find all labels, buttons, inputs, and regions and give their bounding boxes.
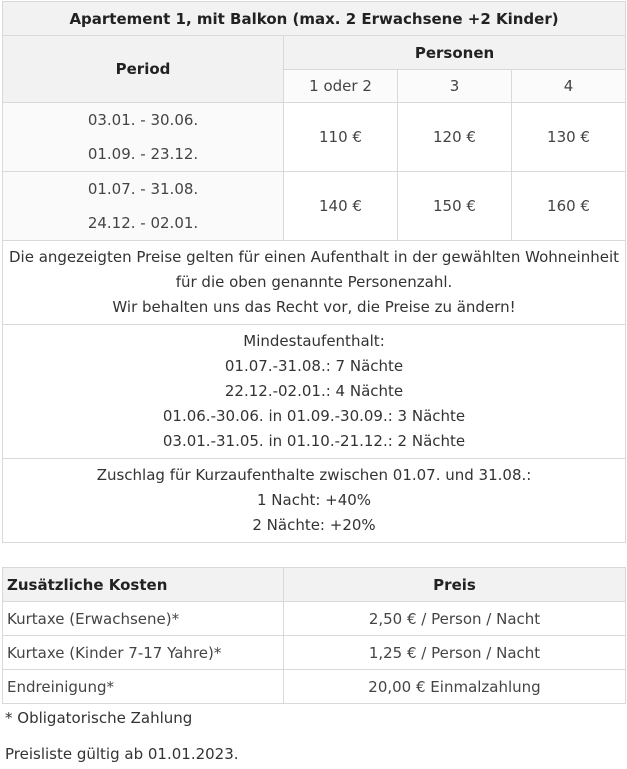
costs-row xyxy=(3,602,626,636)
persons-header: Personen xyxy=(284,36,626,70)
cost-label: Kurtaxe (Kinder 7-17 Yahre)* xyxy=(3,636,284,670)
persons-col-4: 4 xyxy=(512,70,626,103)
short-stay-surcharge xyxy=(3,459,626,543)
cost-price: 2,50 € / Person / Nacht xyxy=(284,602,626,636)
mandatory-payment-footnote: * Obligatorische Zahlung xyxy=(5,709,193,727)
persons-col-3: 3 xyxy=(398,70,512,103)
minimum-stay-line: 22.12.-02.01.: 4 Nächte xyxy=(224,382,404,400)
price-note xyxy=(3,241,626,325)
period-line: 01.09. - 23.12. xyxy=(87,145,199,163)
price-cell: 120 € xyxy=(398,103,512,172)
note-line: Wir behalten uns das Recht vor, die Preise zu ändern! xyxy=(112,298,516,316)
period-header: Period xyxy=(3,36,284,103)
price-cell: 150 € xyxy=(398,172,512,241)
costs-header-price: Preis xyxy=(284,568,626,602)
minimum-stay-title: Mindestaufenthalt: xyxy=(243,332,385,350)
price-cell: 140 € xyxy=(284,172,398,241)
period-cell xyxy=(3,103,284,172)
price-cell: 110 € xyxy=(284,103,398,172)
note-line: Die angezeigten Preise gelten für einen Aufenthalt in der gewählten Wohneinheit xyxy=(9,248,620,266)
note-line: für die oben genannte Personenzahl. xyxy=(175,273,453,291)
surcharge-title: Zuschlag für Kurzaufenthalte zwischen 01.07. und 31.08.: xyxy=(96,466,532,484)
minimum-stay-line: 03.01.-31.05. in 01.10.-21.12.: 2 Nächte xyxy=(162,432,466,450)
price-cell: 130 € xyxy=(512,103,626,172)
price-list-valid-from: Preisliste gültig ab 01.01.2023. xyxy=(5,745,239,763)
surcharge-line: 1 Nacht: +40% xyxy=(256,491,372,509)
cost-price: 20,00 € Einmalzahlung xyxy=(284,670,626,704)
price-row-high-season xyxy=(3,172,626,241)
persons-col-1-2: 1 oder 2 xyxy=(284,70,398,103)
cost-label: Endreinigung* xyxy=(3,670,284,704)
surcharge-line: 2 Nächte: +20% xyxy=(252,516,376,534)
price-cell: 160 € xyxy=(512,172,626,241)
cost-price: 1,25 € / Person / Nacht xyxy=(284,636,626,670)
cost-label: Kurtaxe (Erwachsene)* xyxy=(3,602,284,636)
costs-row xyxy=(3,670,626,704)
additional-costs-table xyxy=(2,567,626,704)
costs-header-label: Zusätzliche Kosten xyxy=(3,568,284,602)
period-line: 03.01. - 30.06. xyxy=(87,111,199,129)
apartment-title: Apartement 1, mit Balkon (max. 2 Erwachsene +2 Kinder) xyxy=(3,2,626,36)
price-table xyxy=(2,1,626,543)
costs-row xyxy=(3,636,626,670)
period-line: 01.07. - 31.08. xyxy=(87,180,199,198)
price-row-low-season xyxy=(3,103,626,172)
minimum-stay-line: 01.06.-30.06. in 01.09.-30.09.: 3 Nächte xyxy=(162,407,466,425)
period-line: 24.12. - 02.01. xyxy=(87,214,199,232)
minimum-stay-line: 01.07.-31.08.: 7 Nächte xyxy=(224,357,404,375)
period-cell xyxy=(3,172,284,241)
minimum-stay xyxy=(3,325,626,459)
